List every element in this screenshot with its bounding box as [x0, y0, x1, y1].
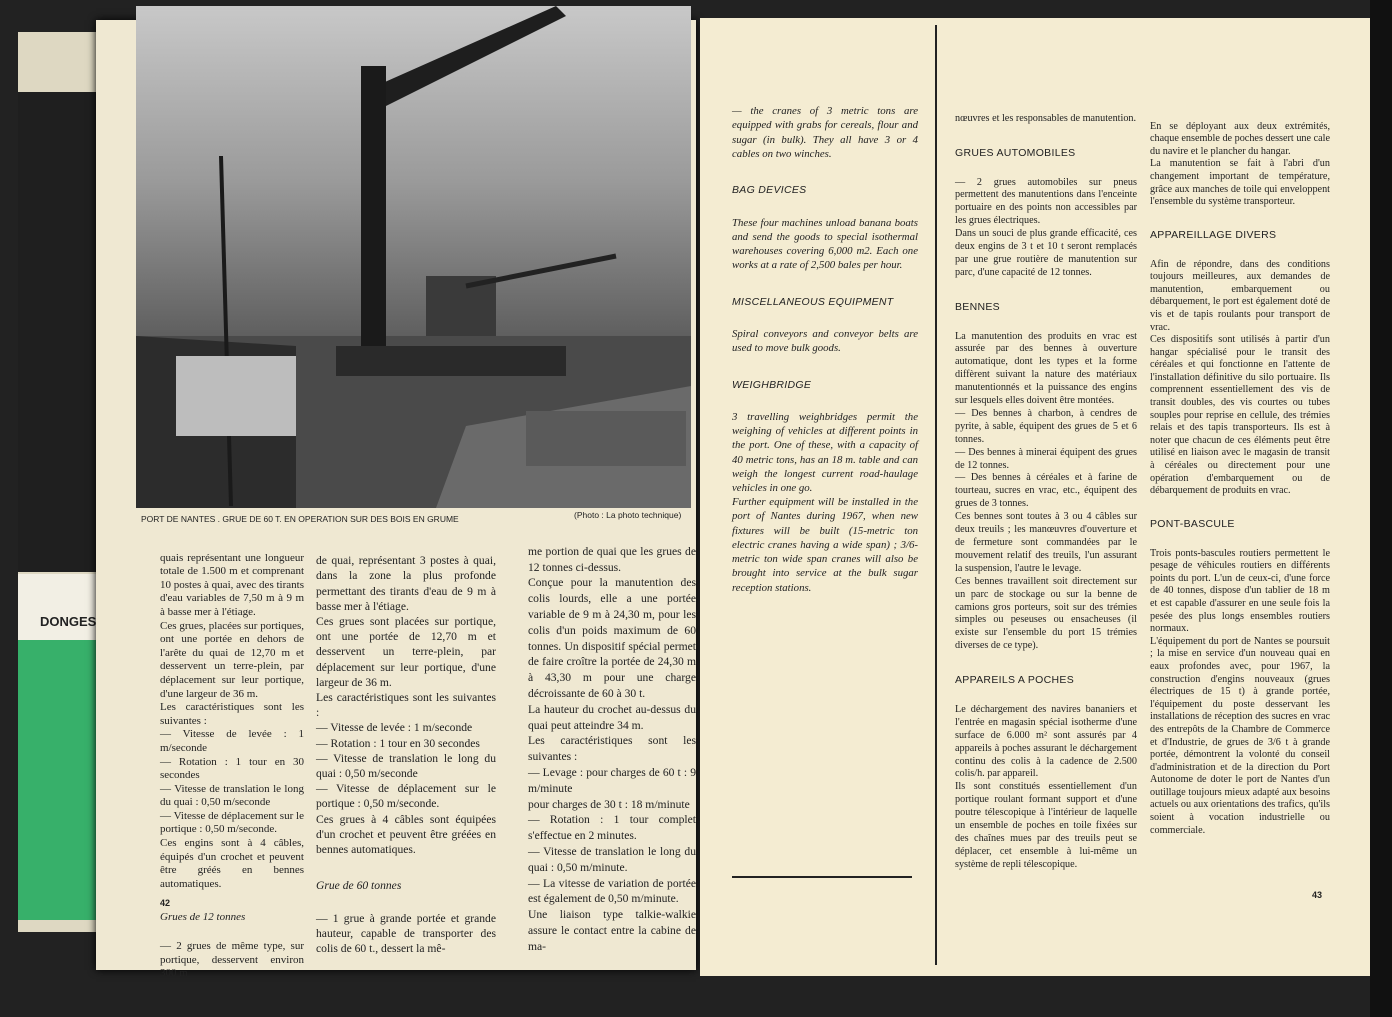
left-col1	[160, 538, 304, 995]
appareillage-text: Afin de répondre, dans des conditions toujours meilleures, aux demandes de manutention, embarquement ou débarquement, le port est également doté de vis et de tapis roulants pour transport de vrac. Ces dispositifs sont utilisés à partir d'un hangar spécialisé pour le transit des céréales et qui fonctionne en l'attente de l'installation définitive du silo portuaire. Ils comprennent essentiellement des vis de transit doubles, des vis courtes ou tubes souples pour reprise en cellule, des trémies relais et des tapis transporteurs. Ils est à noter que chacun de ces éléments peut être utilisé en liaison avec le magasin de transit à céréales ou directement pour une opération d'embarquement ou de débarquement de produits en vrac.	[1150, 258, 1330, 497]
right-col3	[1150, 108, 1330, 850]
misc-equipment-text: Spiral conveyors and conveyor belts are used to move bulk goods.	[732, 328, 918, 355]
right-col2	[955, 100, 1137, 885]
background-edge	[1370, 0, 1392, 1017]
left-col3	[528, 528, 696, 970]
right-col1-top: — the cranes of 3 metric tons are equipped with grabs for cereals, flour and sugar (in bulk). They all have 3 or 4 cables on two winches.	[732, 105, 918, 160]
misc-equipment-head: MISCELLANEOUS EQUIPMENT	[732, 295, 894, 308]
bag-devices-head: BAG DEVICES	[732, 184, 807, 197]
grues-automobiles-text: — 2 grues automobiles sur pneus permettent des manutentions dans l'enceinte portuaire en des points non accessibles par les grues électriques. Dans un souci de plus grande efficacité, ces deux engins de 3 t et 10 t seront remplacés par une grue routière de manutention sur parc, d'une capacité de 12 tonnes.	[955, 176, 1137, 278]
right-col2-top: nœuvres et les responsables de manutention.	[955, 112, 1137, 124]
appareils-text: Le déchargement des navires bananiers et l'entrée en magasin spécial isotherme d'une surface de 6.000 m² sont assurés par 4 appareils à poches assurant le déchargement continu des colis à la cadence de 2.500 colis/h. par appareil. Ils sont constitués essentiellement d'un portique roulant formant support et d'une poutre télescopique à l'intérieur de laquelle un ensemble de poches en toile fixées sur des chaînes mues par des treuils peut se déplacer, cet ensemble à lui-même un système de repli télescopique.	[955, 703, 1137, 870]
grues-automobiles-head: GRUES AUTOMOBILES	[955, 146, 1076, 159]
photo-caption: PORT DE NANTES . GRUE DE 60 T. EN OPERATION SUR DES BOIS EN GRUME	[141, 514, 459, 524]
pont-bascule-head: PONT-BASCULE	[1150, 518, 1235, 531]
weighbridge-text: 3 travelling weighbridges permit the weighing of vehicles at different points in the port. One of these, with a capacity of 40 metric tons, has an 18 m. table and can weigh the longest current road-haulage vehicles in one go. Further equipment will be installed in the port of Nantes during 1967, when new fixtures will be built (15-metric ton electric cranes having a wide span) ; 3/6-metric ton wide span cranes will also be brought into service at the bulk sugar reception stations.	[732, 411, 918, 594]
left-col3-text: me portion de quai que les grues de 12 tonnes ci-dessus. Conçue pour la manutention des colis lourds, elle a une portée variable de 9 m à 24,30 m, pour les colis d'un poids maximum de 60 tonnes. Un dispositif spécial permet de faire croître la portée de 24,30 m à 43,30 m pour une charge décroissante de 60 à 30 t. La hauteur du crochet au-dessus du quai peut atteindre 34 m. Les caractéristiques sont les suivantes : — Levage : pour charges de 60 t : 9 m/minute pour charges de 30 t : 18 m/minute — Rotation : 1 tour complet s'effectue en 2 minutes. — Vitesse de translation le long du quai : 0,50 m/minute. — La vitesse de variation de portée est également de 0,50 m/minute. Une liaison type talkie-walkie assure le contact entre la cabine de ma-	[528, 544, 696, 953]
appareillage-head: APPAREILLAGE DIVERS	[1150, 229, 1277, 242]
right-col1	[732, 90, 918, 609]
appareils-head: APPAREILS A POCHES	[955, 674, 1075, 687]
left-col2-tail: — 1 grue à grande portée et grande hauteur, capable de transporter des colis de 60 t., dessert la mê-	[316, 911, 496, 956]
left-col1-tail: — 2 grues de même type, sur portique, desservent environ 300 m	[160, 940, 304, 980]
right-col3-top: En se déployant aux deux extrémités, chaque ensemble de poches dessert une cale du navire et le plancher du hangar. La manutention se fait à l'abri d'un changement important de température, grâce aux manches de toile qui enveloppent l'ensemble du système transporteur.	[1150, 120, 1330, 208]
photo-credit: (Photo : La photo technique)	[574, 510, 682, 520]
page-number-right: 43	[1312, 890, 1323, 900]
pont-bascule-text: Trois ponts-bascules routiers permettent le pesage de véhicules routiers en différents points du port. L'un de ceux-ci, d'une force de 40 tonnes, dispose d'un tablier de 18 m et est capable d'assurer en une seule fois la pesée des plus longs ensembles routiers normaux. L'équipement du port de Nantes se poursuit ; la mise en service d'un nouveau quai en eaux profondes avec, pour 1967, la construction d'engins nouveaux (grues électriques de 15 t) à grande portée, l'équipement du poste desservant les installations de réception des sucres en vrac des entrepôts de la Chambre de Commerce et d'Industrie, de grues de 3/6 t à grande portée, démontrent la volonté du conseil d'administration et de la direction du Port Autonome de doter le port de Nantes d'un outillage toujours mieux adapté aux besoins actuels ou aux orientations des trafics, qu'ils soient à vocation industrielle ou commerciale.	[1150, 547, 1330, 836]
bennes-text: La manutention des produits en vrac est assurée par des bennes à ouverture automatique, dont les types et la forme diffèrent suivant la nature des matériaux manutentionnés et la puissance des engins sur lesquels elles doivent être montées. — Des bennes à charbon, à cendres de pyrite, à sable, équipent des grues de 5 et 6 tonnes. — Des bennes à minerai équipent des grues de 12 tonnes. — Des bennes à céréales et à farine de tourteau, sucres en vrac, etc., équipent des grues de 3 tonnes. Ces bennes sont toutes à 3 ou 4 câbles sur deux treuils ; les manœuvres d'ouverture et de fermeture sont commandées par le mouvement relatif des treuils, l'un assurant la suspension, l'autre le levage. Ces bennes travaillent soit directement sur un parc de stockage ou sur la benne de camions gros porteurs, soit sur des trémies simples ou peseuses ou ensacheuses (il existe sur l'ensemble du port 15 trémies diverses de ce type).	[955, 330, 1137, 652]
column-rule	[935, 25, 937, 965]
left-col1-text: quais représentant une longueur totale de 1.500 m et comprenant 10 postes à quai, avec des tirants d'eau variables de 7,50 m à 9 m à basse mer à l'étiage. Ces grues, placées sur portiques, ont une portée en dehors de l'arête du quai de 12,70 m et desservent un terre-plein, par déplacement sur leur portique, d'une largeur de 36 m. Les caractéristiques sont les suivantes : — Vitesse de levée : 1 m/seconde — Rotation : 1 tour en 30 secondes — Vitesse de translation le long du quai : 0,50 m/seconde — Vitesse de déplacement sur le portique : 0,50 m/seconde. Ces engins sont à 4 câbles, équipés d'un crochet et peuvent être gréés en bennes automatiques.	[160, 551, 304, 890]
bag-devices-text: These four machines unload banana boats and send the goods to special isothermal warehouses covering 6,000 m2. Each one works at a rate of 2,500 bales per hour.	[732, 216, 918, 272]
left-col2-head: Grue de 60 tonnes	[316, 879, 402, 893]
left-col2-text: de quai, représentant 3 postes à quai, dans la zone la plus profonde permettant des tirants d'eau de 9 m à basse mer à l'étiage. Ces grues sont placées sur portique, ont une portée de 12,70 m et desservent un terre-plein, par déplacement sur leur portique, d'une largeur de 36 m. Les caractéristiques sont les suivantes : — Vitesse de levée : 1 m/seconde — Rotation : 1 tour en 30 secondes — Vitesse de translation le long du quai : 0,50 m/seconde — Vitesse de déplacement sur le portique : 0,50 m/seconde. Ces grues à 4 câbles sont équipées d'un crochet et peuvent être gréées en bennes automatiques.	[316, 554, 496, 857]
donges-label: DONGES	[40, 614, 97, 629]
separator-rule	[732, 876, 912, 878]
left-col1-head: Grues de 12 tonnes	[160, 911, 246, 924]
page-number-left: 42	[160, 898, 171, 908]
bennes-head: BENNES	[955, 300, 1000, 313]
crane-photo	[136, 6, 691, 508]
crane-photo-svg	[136, 6, 691, 508]
left-col2	[316, 538, 496, 972]
weighbridge-head: WEIGHBRIDGE	[732, 378, 812, 391]
